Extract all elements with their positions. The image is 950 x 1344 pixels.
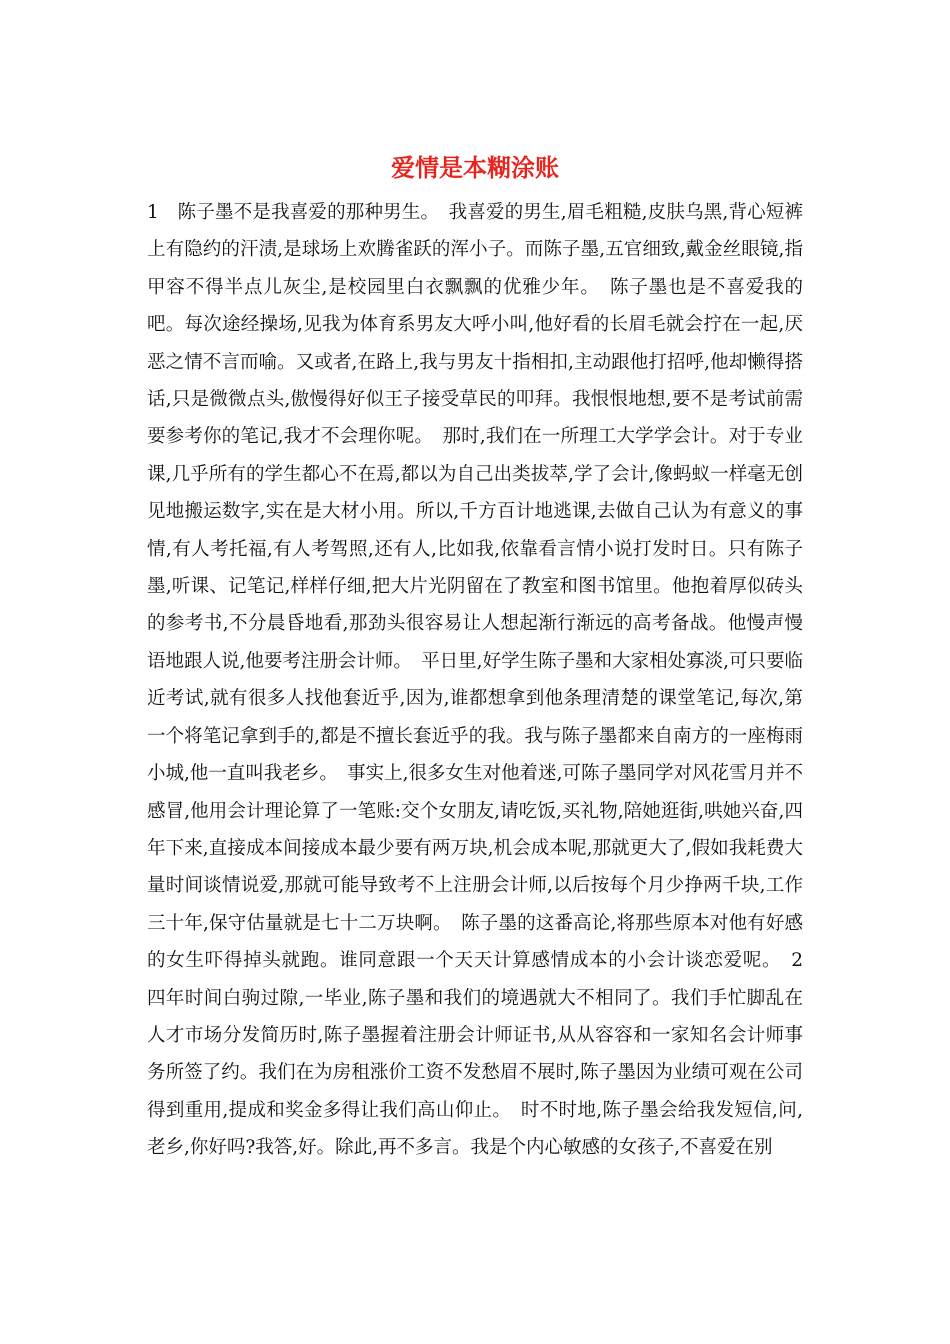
document-title: 爱情是本糊涂账 (391, 153, 559, 182)
document-body: 1 陈子墨不是我喜爱的那种男生。 我喜爱的男生,眉毛粗糙,皮肤乌黑,背心短裤上有隐约的汗渍,是球场上欢腾雀跃的浑小子。而陈子墨,五官细致,戴金丝眼镜,指甲容不得半点儿灰尘,是校园里白衣飘飘的优雅少年。 陈子墨也是不喜爱我的吧。每次途经操场,见我为体育系男友大呼小叫,他好看的长眉毛就会拧在一起,厌恶之情不言而喻。又或者,在路上,我与男友十指相扣,主动跟他打招呼,他却懒得搭话,只是微微点头,傲慢得好似王子接受草民的叩拜。我恨恨地想,要不是考试前需要参考你的笔记,我才不会理你呢。 那时,我们在一所理工大学学会计。对于专业课,几乎所有的学生都心不在焉,都以为自己出类拔萃,学了会计,像蚂蚁一样毫无创见地搬运数字,实在是大材小用。所以,千方百计地逃课,去做自己认为有意义的事情,有人考托福,有人考驾照,还有人,比如我,依靠看言情小说打发时日。只有陈子墨,听课、记笔记,样样仔细,把大片光阴留在了教室和图书馆里。他抱着厚似砖头的参考书,不分晨昏地看,那劲头很容易让人想起渐行渐远的高考备战。他慢声慢语地跟人说,他要考注册会计师。 平日里,好学生陈子墨和大家相处寡淡,可只要临近考试,就有很多人找他套近乎,因为,谁都想拿到他条理清楚的课堂笔记,每次,第一个将笔记拿到手的,都是不擅长套近乎的我。我与陈子墨都来自南方的一座梅雨小城,他一直叫我老乡。 事实上,很多女生对他着迷,可陈子墨同学对风花雪月并不感冒,他用会计理论算了一笔账:交个女朋友,请吃饭,买礼物,陪她逛街,哄她兴奋,四年下来,直接成本间接成本最少要有两万块,机会成本呢,那就更大了,假如我耗费大量时间谈情说爱,那就可能导致考不上注册会计师,以后按每个月少挣两千块,工作三十年,保守估量就是七十二万块啊。 陈子墨的这番高论,将那些原本对他有好感的女生吓得掉头就跑。谁同意跟一个天天计算感情成本的小会计谈恋爱呢。 2 四年时间白驹过隙,一毕业,陈子墨和我们的境遇就大不相同了。我们手忙脚乱在人才市场分发简历时,陈子墨握着注册会计师证书,从从容容和一家知名会计师事务所签了约。我们在为房租涨价工资不发愁眉不展时,陈子墨因为业绩可观在公司得到重用,提成和奖金多得让我们高山仰止。 时不时地,陈子墨会给我发短信,问,老乡,你好吗?我答,好。除此,再不多言。我是个内心敏感的女孩子,不喜爱在别 (147, 202, 822, 1159)
